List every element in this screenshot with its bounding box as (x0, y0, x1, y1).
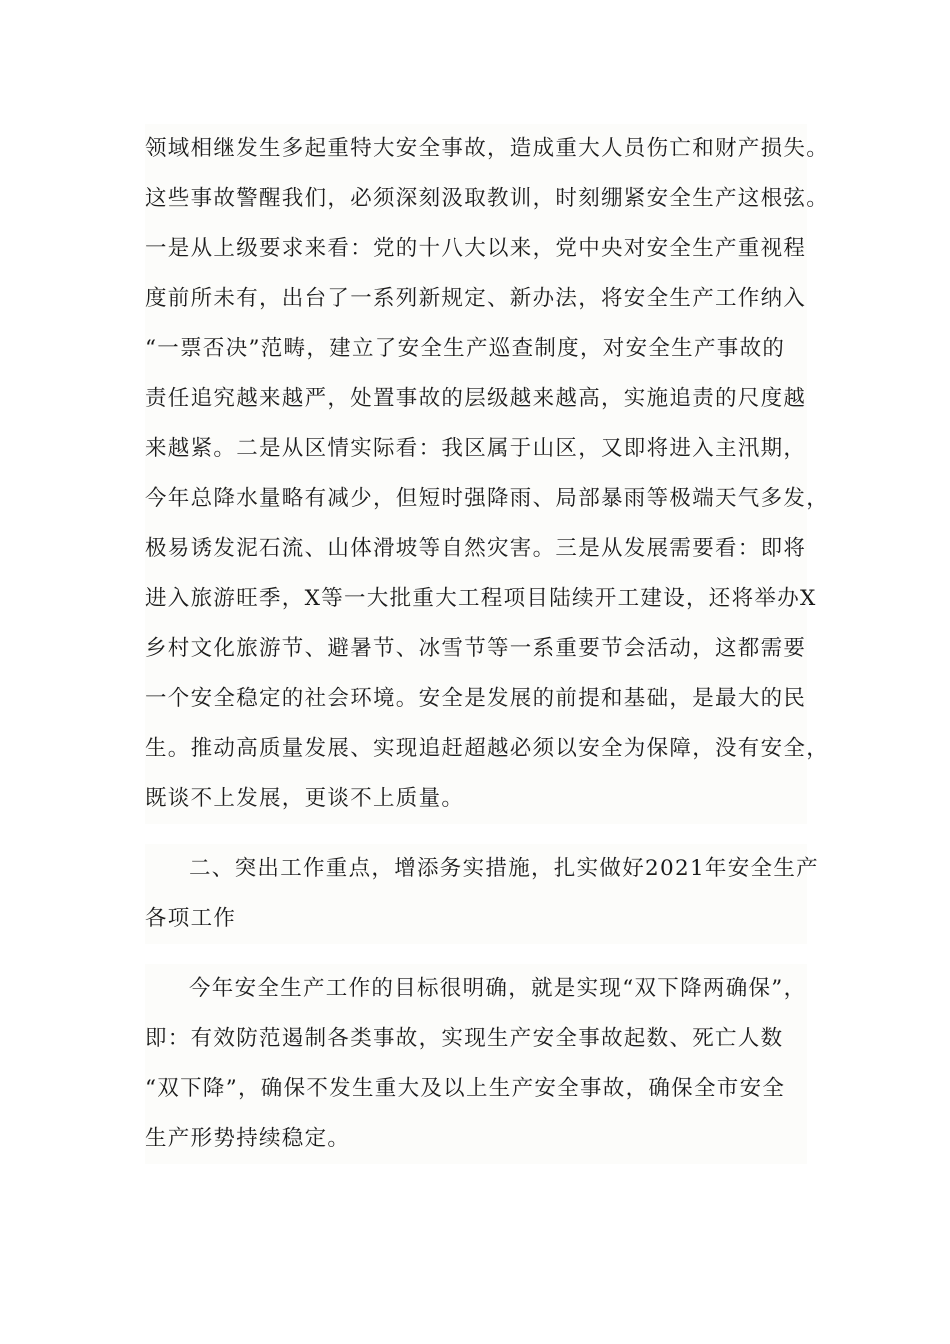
paragraph-1-line: 这些事故警醒我们，必须深刻汲取教训，时刻绷紧安全生产这根弦。 (145, 174, 807, 224)
paragraph-2-line: 今年安全生产工作的目标很明确，就是实现“双下降两确保”， (145, 964, 807, 1014)
paragraph-1-line: 极易诱发泥石流、山体滑坡等自然灾害。三是从发展需要看：即将 (145, 524, 807, 574)
paragraph-1-line: 责任追究越来越严，处置事故的层级越来越高，实施追责的尺度越 (145, 374, 807, 424)
section-heading-line: 各项工作 (145, 894, 807, 944)
paragraph-2-line: 生产形势持续稳定。 (145, 1114, 807, 1164)
paragraph-2-line: “双下降”，确保不发生重大及以上生产安全事故，确保全市安全 (145, 1064, 807, 1114)
paragraph-1-line: 领域相继发生多起重特大安全事故，造成重大人员伤亡和财产损失。 (145, 124, 807, 174)
paragraph-1-line: “一票否决”范畴，建立了安全生产巡查制度，对安全生产事故的 (145, 324, 807, 374)
paragraph-gap (145, 944, 807, 964)
paragraph-1-line: 乡村文化旅游节、避暑节、冰雪节等一系重要节会活动，这都需要 (145, 624, 807, 674)
paragraph-gap (145, 824, 807, 844)
paragraph-1-line: 生。推动高质量发展、实现追赶超越必须以安全为保障，没有安全， (145, 724, 807, 774)
paragraph-2-line: 即：有效防范遏制各类事故，实现生产安全事故起数、死亡人数 (145, 1014, 807, 1064)
paragraph-1-line: 来越紧。二是从区情实际看：我区属于山区，又即将进入主汛期， (145, 424, 807, 474)
section-heading-line: 二、突出工作重点，增添务实措施，扎实做好2021年安全生产 (145, 844, 807, 894)
paragraph-1-line: 既谈不上发展，更谈不上质量。 (145, 774, 807, 824)
paragraph-1-line: 今年总降水量略有减少，但短时强降雨、局部暴雨等极端天气多发， (145, 474, 807, 524)
paragraph-1-line: 度前所未有，出台了一系列新规定、新办法，将安全生产工作纳入 (145, 274, 807, 324)
paragraph-1-line: 一个安全稳定的社会环境。安全是发展的前提和基础，是最大的民 (145, 674, 807, 724)
paragraph-1-line: 进入旅游旺季，X等一大批重大工程项目陆续开工建设，还将举办X (145, 574, 807, 624)
paragraph-1-line: 一是从上级要求来看：党的十八大以来，党中央对安全生产重视程 (145, 224, 807, 274)
